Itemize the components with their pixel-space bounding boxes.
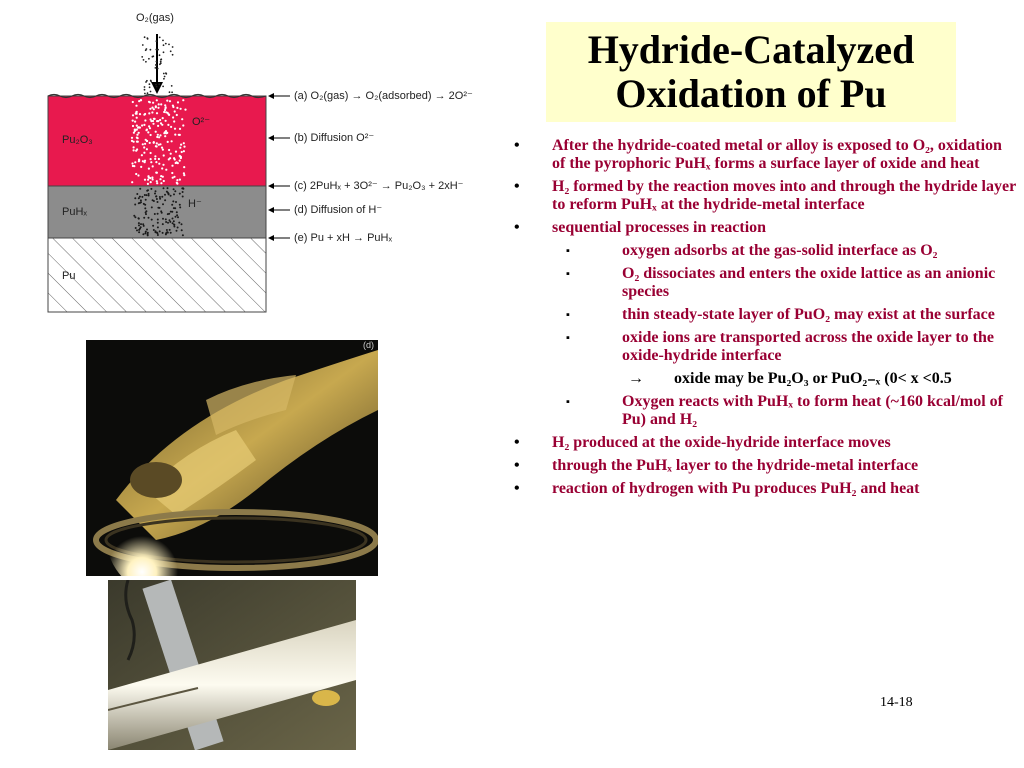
oxide-ion-label: O²⁻ bbox=[192, 116, 211, 128]
bullet-text: sequential processes in reaction bbox=[552, 219, 767, 236]
page-number: 14-18 bbox=[880, 695, 913, 710]
title-box bbox=[546, 22, 956, 122]
bullet-text: through the PuHₓ layer to the hydride-metal interface bbox=[552, 457, 919, 474]
bullet-item bbox=[510, 219, 1016, 237]
bullet-text: O₂ dissociates and enters the oxide lattice as an anionic species bbox=[622, 265, 996, 300]
bullet-square-icon: ▪ bbox=[566, 332, 570, 344]
bullet-square-icon: ▪ bbox=[566, 245, 570, 257]
arrow-right-icon: → bbox=[628, 370, 644, 387]
oxidation-diagram bbox=[40, 8, 500, 320]
bullet-text: H₂ formed by the reaction moves into and through the hydride layer to reform PuHₓ at the hydride-metal interface bbox=[552, 178, 1016, 213]
bullet-item bbox=[510, 393, 1016, 429]
bullet-item bbox=[510, 242, 1016, 260]
bullet-item bbox=[510, 370, 1016, 388]
bullet-dot-icon: • bbox=[514, 178, 520, 195]
hydride-layer-label: PuHₓ bbox=[62, 206, 88, 218]
bullet-square-icon: ▪ bbox=[566, 396, 570, 408]
gas-label: O₂(gas) bbox=[136, 12, 174, 24]
bullet-item bbox=[510, 306, 1016, 324]
step-d: (d) Diffusion of H⁻ bbox=[294, 204, 383, 216]
oxide-layer-label: Pu₂O₃ bbox=[62, 134, 93, 146]
metal-layer-label: Pu bbox=[62, 270, 76, 282]
bullet-square-icon: ▪ bbox=[566, 268, 570, 280]
bullet-text: oxide ions are transported across the oxide layer to the oxide-hydride interface bbox=[622, 329, 994, 364]
bullet-item bbox=[510, 137, 1016, 173]
bullet-square-icon: ▪ bbox=[566, 309, 570, 321]
bullet-text: Oxygen reacts with PuHₓ to form heat (~160 kcal/mol of Pu) and H₂ bbox=[622, 393, 1003, 428]
bullet-item bbox=[510, 457, 1016, 475]
photo-oxidized-plutonium bbox=[86, 340, 378, 576]
bullet-text: oxygen adsorbs at the gas-solid interface as O₂ bbox=[622, 242, 938, 259]
bullet-dot-icon: • bbox=[514, 457, 520, 474]
step-pointers bbox=[270, 96, 290, 238]
title-line-2: Oxidation of Pu bbox=[615, 71, 887, 116]
bullet-dot-icon: • bbox=[514, 480, 520, 497]
bullet-text: After the hydride-coated metal or alloy is exposed to O₂, oxidation of the pyrophoric PuHₓ forms a surface layer of oxide and heat bbox=[552, 137, 1002, 172]
step-b: (b) Diffusion O²⁻ bbox=[294, 132, 375, 144]
bullet-item bbox=[510, 434, 1016, 452]
step-e: (e) Pu + xH → PuHₓ bbox=[294, 232, 393, 244]
hydride-ion-label: H⁻ bbox=[188, 198, 202, 210]
bullet-list bbox=[510, 137, 1016, 503]
bullet-dot-icon: • bbox=[514, 434, 520, 451]
bullet-item bbox=[510, 480, 1016, 498]
bullet-text: oxide may be Pu₂O₃ or PuO₂₋ₓ (0< x <0.5 bbox=[674, 370, 952, 387]
metal-hatch bbox=[48, 238, 266, 312]
step-a: (a) O₂(gas) → O₂(adsorbed) → 2O²⁻ bbox=[294, 90, 473, 102]
photo-corner-label: (d) bbox=[363, 340, 374, 350]
bullet-text: thin steady-state layer of PuO₂ may exist at the surface bbox=[622, 306, 995, 323]
bullet-text: H₂ produced at the oxide-hydride interface moves bbox=[552, 434, 891, 451]
bullet-item bbox=[510, 178, 1016, 214]
bullet-text: reaction of hydrogen with Pu produces PuH₂ and heat bbox=[552, 480, 920, 497]
bullet-dot-icon: • bbox=[514, 219, 520, 236]
step-c: (c) 2PuHₓ + 3O²⁻ → Pu₂O₃ + 2xH⁻ bbox=[294, 180, 464, 192]
bullet-item bbox=[510, 329, 1016, 365]
photo-plutonium-tube bbox=[108, 580, 356, 750]
title-line-1: Hydride-Catalyzed bbox=[587, 27, 915, 72]
bullet-item bbox=[510, 265, 1016, 301]
bullet-dot-icon: • bbox=[514, 137, 520, 154]
diagram-graphic bbox=[40, 8, 500, 320]
